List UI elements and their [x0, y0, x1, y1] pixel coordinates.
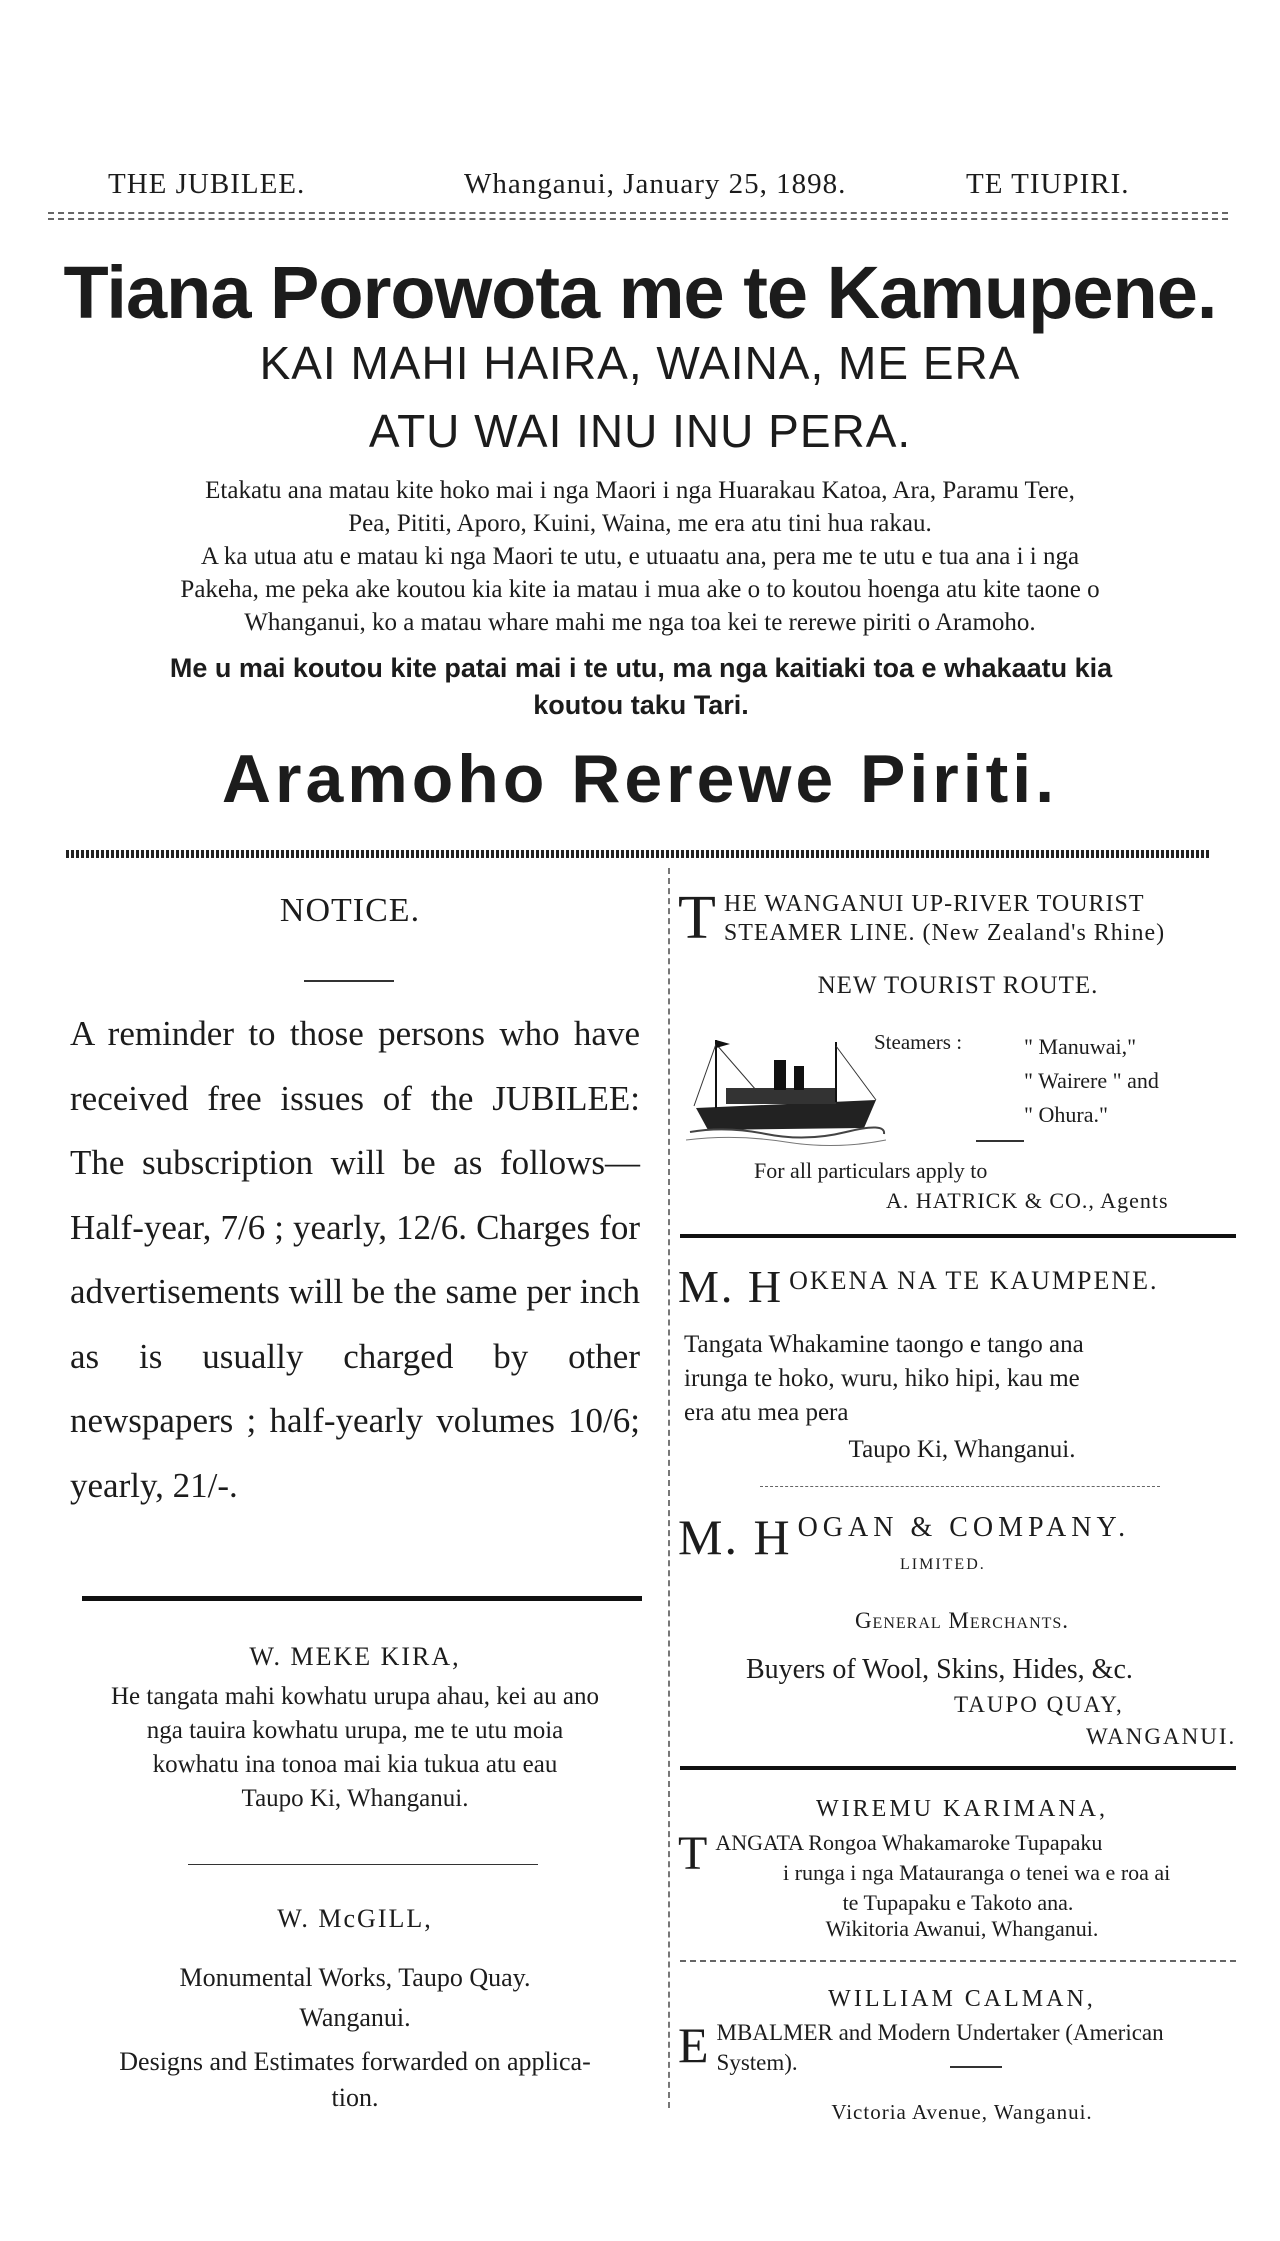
hokena-dropcap: M. H — [678, 1261, 784, 1312]
ad-para-1-line-2: Pea, Pititi, Aporo, Kuini, Waina, me era atu tini hua rakau. — [348, 510, 932, 537]
wiremu-name: WIREMU KARIMANA, — [816, 1796, 1108, 1822]
hokena-line-2: irunga te hoko, wuru, hiko hipi, kau me — [684, 1365, 1080, 1392]
meke-kira-name: W. MEKE KIRA, — [249, 1642, 461, 1671]
masthead-rule-2 — [48, 218, 1228, 220]
tourist-route: NEW TOURIST ROUTE. — [817, 972, 1099, 999]
hokena-rule — [760, 1486, 1160, 1487]
steamer-bottom-rule — [680, 1234, 1236, 1238]
hokena-place: Taupo Ki, Whanganui. — [848, 1436, 1076, 1463]
hokena-line-3: era atu mea pera — [684, 1399, 849, 1426]
steamer-line-2: STEAMER LINE. (New Zealand's Rhine) — [723, 920, 1166, 946]
hogan-dropcap: M. H — [678, 1509, 792, 1565]
calman-dropcap: E — [678, 2017, 711, 2073]
calman-line-1: MBALMER and Modern Undertaker (American — [716, 2020, 1164, 2045]
steamer-dropcap: T — [678, 884, 718, 952]
masthead-left: THE JUBILEE. — [108, 168, 306, 200]
wiremu-line-3: te Tupapaku e Takoto ana. — [842, 1890, 1074, 1915]
steamer-ship-icon — [686, 1030, 886, 1150]
masthead-rule — [48, 212, 1228, 214]
meke-kira-rule — [188, 1864, 538, 1865]
wiremu-dropcap: T — [678, 1827, 710, 1880]
calman-body — [678, 2018, 1238, 2078]
mcgill-line-3: Designs and Estimates forwarded on applica- — [119, 2047, 591, 2076]
steamer-name-2: " Wairere " and — [1024, 1068, 1159, 1093]
mcgill-line-4: tion. — [331, 2083, 379, 2112]
meke-kira-line-2: nga tauira kowhatu urupa, me te utu moia — [146, 1717, 564, 1744]
hogan-town: WANGANUI. — [1086, 1724, 1237, 1749]
steamer-line-1: HE WANGANUI UP-RIVER TOURIST — [723, 891, 1145, 917]
mcgill-line-1: Monumental Works, Taupo Quay. — [179, 1963, 531, 1992]
steamer-line-heading — [678, 884, 1238, 952]
apply-text: For all particulars apply to — [754, 1158, 988, 1183]
meke-kira-line-3: kowhatu ina tonoa mai kia tukua atu eau — [152, 1751, 558, 1778]
column-divider — [668, 868, 670, 2108]
ad-subtitle-2: ATU WAI INU INU PERA. — [368, 405, 912, 457]
steamer-name-3: " Ohura." — [1024, 1102, 1108, 1127]
hogan-title: OGAN & COMPANY. — [797, 1512, 1131, 1543]
notice-body: A reminder to those persons who have received free issues of the JUBILEE: The subscription will be as follows—Half-year, 7/6 ; yearly, 12/6. Charges for advertisements will be the same per inch as is usually charged by other newspapers ; half-yearly volumes 10/6; yearly, 21/-. — [70, 1014, 640, 1505]
hogan-limited: LIMITED. — [900, 1556, 986, 1573]
ad-para-2-line-1: A ka utua atu e matau ki nga Maori te utu, e utuaatu ana, pera me te utu e tua ana i i nga — [200, 543, 1080, 570]
ad-paragraph-1 — [52, 474, 1228, 540]
hokena-body — [684, 1328, 1240, 1430]
hokena-title: OKENA NA TE KAUMPENE. — [789, 1266, 1159, 1295]
notice-bottom-rule — [82, 1596, 642, 1601]
hokena-line-1: Tangata Whakamine taongo e tango ana — [684, 1331, 1084, 1358]
wiremu-body — [678, 1828, 1238, 1918]
ad-bold-line-1: Me u mai koutou kite patai mai i te utu, ma nga kaitiaki toa e whakaatu kia — [169, 653, 1113, 683]
hokena-heading — [678, 1262, 1238, 1310]
ad-bold-line-2: koutou taku Tari. — [533, 690, 749, 720]
masthead — [48, 168, 1228, 204]
calman-name: WILLIAM CALMAN, — [828, 1986, 1096, 2012]
ad-bold-paragraph — [56, 650, 1226, 724]
wiremu-rule — [680, 1960, 1236, 1962]
masthead-right: TE TIUPIRI. — [966, 168, 1130, 200]
meke-kira-line-4: Taupo Ki, Whanganui. — [241, 1785, 469, 1812]
wiremu-place: Wikitoria Awanui, Whanganui. — [825, 1916, 1099, 1941]
hogan-bottom-rule — [680, 1766, 1236, 1770]
hogan-general-merchants: General Merchants. — [854, 1608, 1070, 1633]
agents-text: A. HATRICK & CO., Agents — [886, 1188, 1169, 1213]
ad-para-2-line-2: Pakeha, me peka ake koutou kia kite ia matau i mua ake o to koutou hoenga atu kite taone o — [180, 576, 1100, 603]
calman-place: Victoria Avenue, Wanganui. — [831, 2100, 1093, 2124]
ad-subtitle-1: KAI MAHI HAIRA, WAINA, ME ERA — [259, 337, 1021, 389]
meke-kira-line-1: He tangata mahi kowhatu urupa ahau, kei au ano — [110, 1683, 599, 1710]
mcgill-name: W. McGILL, — [277, 1904, 433, 1933]
section-divider — [66, 850, 1210, 858]
hogan-buyers: Buyers of Wool, Skins, Hides, &c. — [746, 1654, 1133, 1685]
steamers-label: Steamers : — [874, 1030, 963, 1054]
wiremu-line-2: i runga i nga Matauranga o tenei wa e roa ai — [783, 1860, 1171, 1885]
ad-footer-title: Aramoho Rerewe Piriti. — [221, 741, 1059, 817]
notice-title: NOTICE. — [279, 892, 421, 929]
hogan-quay: TAUPO QUAY, — [954, 1692, 1124, 1717]
calman-rule — [950, 2066, 1002, 2068]
steamer-rule — [976, 1140, 1024, 1142]
ad-para-2-line-3: Whanganui, ko a matau whare mahi me nga toa kei te rerewe piriti o Aramoho. — [244, 609, 1036, 636]
wiremu-line-1: ANGATA Rongoa Whakamaroke Tupapaku — [715, 1830, 1103, 1855]
mcgill-line-2: Wanganui. — [299, 2003, 411, 2032]
ad-para-1-line-1: Etakatu ana matau kite hoko mai i nga Maori i nga Huarakau Katoa, Ara, Paramu Tere, — [205, 477, 1075, 504]
mcgill-body — [70, 1958, 640, 2038]
steamer-name-1: " Manuwai," — [1024, 1034, 1137, 1059]
notice-rule — [304, 980, 394, 982]
calman-line-2: System). — [716, 2050, 798, 2075]
meke-kira-body — [70, 1680, 640, 1816]
masthead-date: Whanganui, January 25, 1898. — [464, 168, 847, 200]
steamer-names — [1024, 1030, 1159, 1132]
ad-title: Tiana Porowota me te Kamupene. — [63, 251, 1217, 334]
ad-paragraph-2 — [52, 540, 1228, 639]
mcgill-designs — [70, 2044, 640, 2116]
